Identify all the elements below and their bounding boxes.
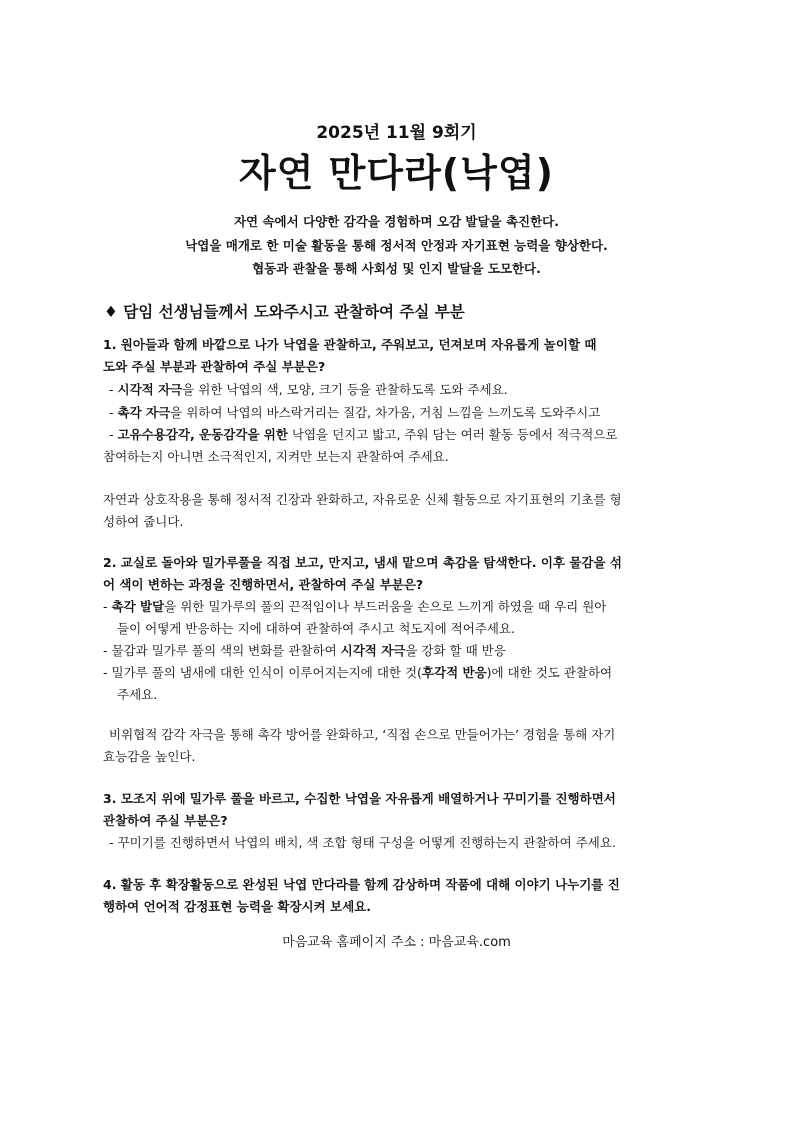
q3-line1: 3. 모조지 위에 밀가루 풀을 바르고, 수집한 낙엽을 자유롭게 배열하거나 꾸미기를 진행하면서: [103, 791, 616, 806]
q2-line1: 2. 교실로 돌아와 밀가루풀을 직접 보고, 만지고, 냄새 맡으며 촉감을 탐색한다. 이후 물감을 섞: [103, 555, 622, 570]
q2-bullet-1: - 촉각 발달을 위한 밀가루의 풀의 끈적임이나 부드러움을 손으로 느끼게 하였을 때 우리 원아: [103, 599, 607, 614]
q2-line2: 어 색이 변하는 과정을 진행하면서, 관찰하여 주실 부분은?: [103, 577, 424, 592]
homepage-address: 마음교육 홈페이지 주소 : 마음교육.com: [282, 935, 511, 950]
goal-2: 낙엽을 매개로 한 미술 활동을 통해 정서적 안정과 자기표현 능력을 향상한다.: [185, 238, 608, 253]
q1-line2: 도와 주실 부분과 관찰하여 주실 부분은?: [103, 359, 326, 374]
q3-line2: 관찰하여 주실 부분은?: [103, 813, 228, 828]
goal-3: 협동과 관찰을 통해 사회성 및 인지 발달을 도모한다.: [252, 261, 541, 276]
q2-bullet-3-cont: 주세요.: [117, 687, 158, 702]
q2-note-line2: 효능감을 높인다.: [103, 749, 196, 764]
q1-bullet-3: - 고유수용감각, 운동감각을 위한 낙엽을 던지고 밟고, 주워 담는 여러 활동 등에서 적극적으로: [109, 427, 618, 442]
q1-note-line2: 성하여 줍니다.: [103, 514, 184, 529]
page-title: 자연 만다라(낙엽): [239, 151, 554, 195]
q2-note-line1: 비위협적 감각 자극을 통해 촉각 방어를 완화하고, ‘직접 손으로 만들어가는’ 경험을 통해 자기: [109, 727, 616, 742]
q4-line1: 4. 활동 후 확장활동으로 완성된 낙엽 만다라를 함께 감상하며 작품에 대해 이야기 나누기를 진: [103, 877, 620, 892]
q4-line2: 행하여 언어적 감정표현 능력을 확장시켜 보세요.: [103, 899, 372, 914]
q2-bullet-2: - 물감과 밀가루 풀의 색의 변화를 관찰하여 시각적 자극을 강화 할 때 반응: [103, 643, 506, 658]
q2-bullet-3: - 밀가루 풀의 냄새에 대한 인식이 이루어지는지에 대한 것(후각적 반응)에 대한 것도 관찰하여: [103, 665, 613, 680]
q1-bullet-1: - 시각적 자극을 위한 낙엽의 색, 모양, 크기 등을 관찰하도록 도와 주세요.: [109, 382, 508, 397]
q1-note-line1: 자연과 상호작용을 통해 정서적 긴장과 완화하고, 자유로운 신체 활동으로 자기표현의 기초를 형: [103, 492, 622, 507]
q1-bullet-2: - 촉각 자극을 위하여 낙엽의 바스락거리는 질감, 차가움, 거침 느낌을 느끼도록 도와주시고: [109, 405, 601, 420]
goal-1: 자연 속에서 다양한 감각을 경험하며 오감 발달을 촉진한다.: [233, 214, 559, 229]
section-heading: ♦ 담임 선생님들께서 도와주시고 관찰하여 주실 부분: [104, 303, 465, 321]
session-date: 2025년 11월 9회기: [316, 123, 477, 143]
q3-bullet-1: - 꾸미기를 진행하면서 낙엽의 배치, 색 조합 형태 구성을 어떻게 진행하는지 관찰하여 주세요.: [109, 835, 616, 850]
q2-bullet-1-cont: 들이 어떻게 반응하는 지에 대하여 관찰하여 주시고 척도지에 적어주세요.: [117, 621, 516, 636]
q1-bullet-3-cont: 참여하는지 아니면 소극적인지, 지켜만 보는지 관찰하여 주세요.: [103, 449, 449, 464]
q1-line1: 1. 원아들과 함께 바깥으로 나가 낙엽을 관찰하고, 주워보고, 던져보며 자유롭게 놀이할 때: [103, 337, 597, 352]
